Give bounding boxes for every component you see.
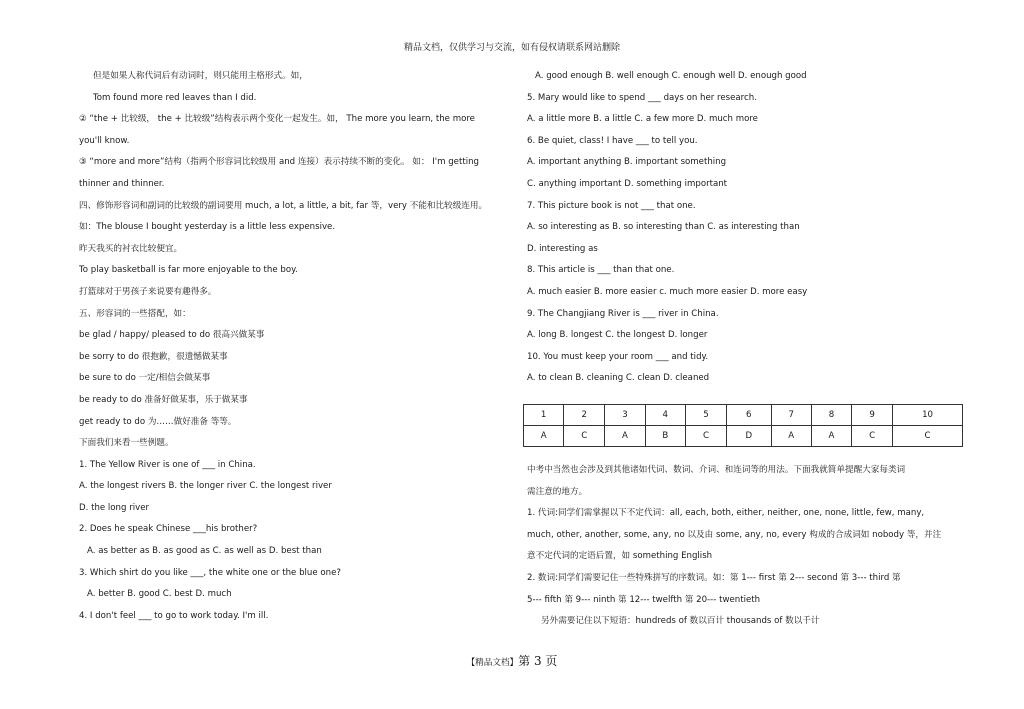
left-line: 五、形容词的一些搭配，如： [79, 308, 191, 319]
left-line: Tom found more red leaves than I did. [93, 92, 257, 103]
left-line: 昨天我买的衬衣比较便宜。 [79, 243, 183, 254]
right-line: A. important anything B. important something [527, 157, 727, 168]
right-line: 5. Mary would like to spend ___ days on her research. [527, 92, 757, 103]
right2-line: 意不定代词的定语后置，如 something English [527, 551, 713, 562]
left-line: 打篮球对于男孩子来说要有趣得多。 [79, 286, 217, 297]
answer-cell: C [564, 426, 605, 447]
left-line: get ready to do 为……做好准备 等等。 [79, 416, 237, 427]
footer-page-number: 第 3 页 [518, 654, 558, 668]
left-line: 1. The Yellow River is one of ___ in China. [79, 459, 256, 470]
left-line: D. the long river [79, 502, 150, 513]
answer-cell: A [771, 426, 811, 447]
left-line: 如：The blouse I bought yesterday is a little less expensive. [79, 222, 336, 233]
answer-cell: D [726, 426, 771, 447]
left-line: A. better B. good C. best D. much [87, 589, 232, 600]
right-line: A. so interesting as B. so interesting than C. as interesting than [527, 222, 800, 233]
answer-table-answer-row [524, 426, 963, 447]
left-column [79, 66, 519, 627]
right-line: A. good enough B. well enough C. enough well D. enough good [535, 71, 807, 81]
right-line: A. a little more B. a little C. a few more D. much more [527, 114, 758, 125]
left-line: be sure to do 一定/相信会做某事 [79, 373, 211, 384]
right-line: C. anything important D. something important [527, 178, 728, 189]
answer-cell: B [645, 426, 685, 447]
question-number-cell: 8 [811, 405, 851, 426]
left-line: you'll know. [79, 135, 130, 146]
left-line: 下面我们来看一些例题。 [79, 438, 174, 449]
answer-cell: C [685, 426, 726, 447]
left-line: 四、修饰形容词和副词的比较级的副词要用 much, a lot, a little, a bit, far 等，very 不能和比较级连用。 [79, 200, 488, 211]
question-number-cell: 2 [564, 405, 605, 426]
left-line: 2. Does he speak Chinese ___his brother? [79, 524, 258, 535]
left-line: be ready to do 准备好做某事，乐于做某事 [79, 394, 248, 405]
question-number-cell: 3 [605, 405, 645, 426]
answer-cell: A [605, 426, 645, 447]
left-line: be glad / happy/ pleased to do 很高兴做某事 [79, 330, 265, 341]
right2-line: 2. 数词:同学们需要记住一些特殊拼写的序数词。如：第 1--- first 第 2--- second 第 3--- third 第 [527, 572, 901, 583]
right-line: A. to clean B. cleaning C. clean D. cleaned [527, 373, 710, 384]
question-number-cell: 7 [771, 405, 811, 426]
right-line: 6. Be quiet, class! I have ___ to tell you. [527, 135, 698, 146]
right-column [527, 66, 967, 390]
right2-line: 1. 代词:同学们需掌握以下不定代词：all, each, both, either, neither, one, none, little, few, many, [527, 508, 925, 519]
page-header: 精品文档，仅供学习与交流，如有侵权请联系网站删除 [403, 43, 620, 53]
left-line: 4. I don't feel ___ to go to work today. I'm ill. [79, 610, 269, 621]
answer-cell: A [524, 426, 564, 447]
right2-line: much, other, another, some, any, no 以及由 some, any, no, every 构成的合成词如 nobody 等，并注 [527, 529, 942, 540]
right2-line: 5--- fifth 第 9--- ninth 第 12--- twelfth 第 20--- twentieth [527, 594, 761, 605]
left-line: thinner and thinner. [79, 178, 165, 189]
right-line: A. much easier B. more easier c. much more easier D. more easy [527, 286, 808, 297]
left-line: A. as better as B. as good as C. as well as D. best than [87, 546, 322, 557]
question-number-cell: 6 [726, 405, 771, 426]
right2-line: 另外需要记住以下短语：hundreds of 数以百计 thousands of 数以千计 [541, 616, 820, 627]
question-number-cell: 9 [852, 405, 893, 426]
page-footer [0, 652, 1024, 669]
left-line: ② “the + 比较级， the + 比较级”结构表示两个变化一起发生。如， The more you learn, the more [79, 114, 475, 125]
right-line: 7. This picture book is not ___ that one. [527, 200, 696, 211]
answer-cell: C [893, 426, 963, 447]
answer-table [523, 404, 963, 447]
left-line: A. the longest rivers B. the longer river C. the longest river [79, 481, 332, 492]
left-line: be sorry to do 很抱歉，很遗憾做某事 [79, 351, 228, 362]
question-number-cell: 10 [893, 405, 963, 426]
answer-cell: A [811, 426, 851, 447]
right-line: 8. This article is ___ than that one. [527, 265, 675, 276]
right-line: 10. You must keep your room ___ and tidy. [527, 351, 709, 362]
right-column-notes [527, 460, 967, 633]
right-line: D. interesting as [527, 243, 598, 254]
question-number-cell: 1 [524, 405, 564, 426]
right2-line: 中考中当然也会涉及到其他诸如代词、数词、介词、和连词等的用法。下面我就简单提醒大家每类词 [527, 465, 906, 475]
left-line: 3. Which shirt do you like ___, the white one or the blue one? [79, 567, 341, 578]
left-line: 但是如果人称代词后有动词时，则只能用主格形式。如， [93, 71, 308, 81]
left-line: To play basketball is far more enjoyable to the boy. [79, 265, 298, 276]
footer-label: 【精品文档】 [466, 658, 519, 668]
left-line: ③ “more and more”结构（指两个形容词比较级用 and 连接）表示持续不断的变化。 如： I'm getting [79, 157, 479, 168]
answer-cell: C [852, 426, 893, 447]
question-number-cell: 5 [685, 405, 726, 426]
question-number-cell: 4 [645, 405, 685, 426]
right2-line: 需注意的地方。 [527, 486, 588, 497]
right-line: A. long B. longest C. the longest D. longer [527, 330, 708, 341]
right-line: 9. The Changjiang River is ___ river in China. [527, 308, 719, 319]
answer-table-number-row [524, 405, 963, 426]
